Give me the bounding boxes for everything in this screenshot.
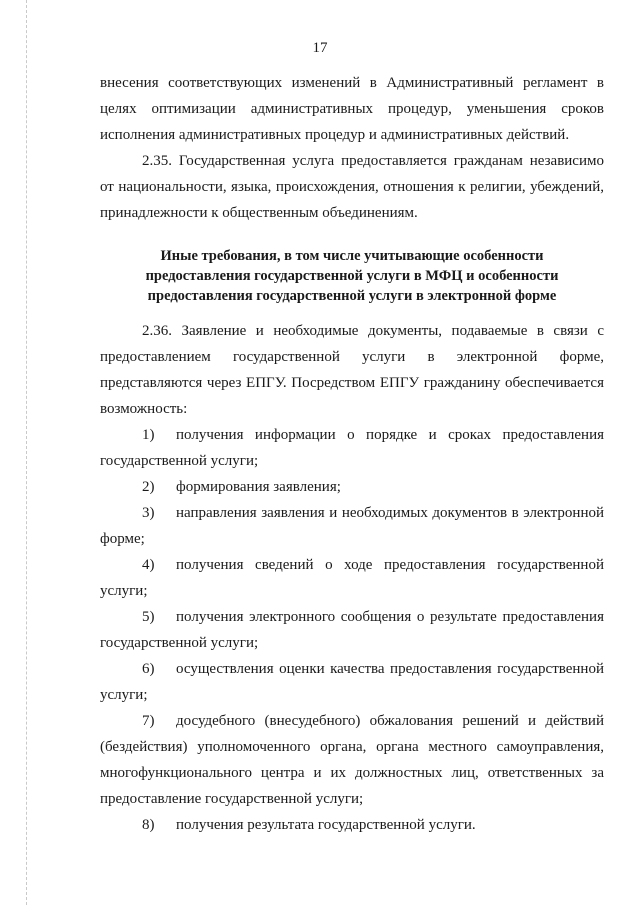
list-item-number: 3) — [142, 505, 155, 521]
paragraph-2-35: 2.35. Государственная услуга предоставляется гражданам независимо от национальности, языка, происхождения, отношения к религии, убеждений, принадлежности к общественным объединениям. — [100, 153, 604, 221]
list-item-number: 5) — [142, 609, 155, 625]
list-item-text: получения электронного сообщения о результате предоставления государственной услуги; — [100, 609, 604, 651]
list-item-4 — [100, 552, 604, 604]
list-item-number: 1) — [142, 427, 155, 443]
list-item-text: получения информации о порядке и сроках предоставления государственной услуги; — [100, 427, 604, 469]
list-item-number: 6) — [142, 661, 155, 677]
list-item-8 — [100, 812, 604, 838]
list-item-text: осуществления оценки качества предоставления государственной услуги; — [100, 661, 604, 703]
list-item-number: 8) — [142, 817, 155, 833]
binding-edge-line — [26, 0, 27, 905]
list-item-text: направления заявления и необходимых документов в электронной форме; — [100, 505, 604, 547]
heading-line-1: Иные требования, в том числе учитывающие особенности — [160, 248, 544, 264]
list-item-6 — [100, 656, 604, 708]
section-heading — [100, 246, 604, 306]
list-item-number: 2) — [142, 479, 155, 495]
list-item-number: 4) — [142, 557, 155, 573]
paragraph-continuation: внесения соответствующих изменений в Административный регламент в целях оптимизации административных процедур, уменьшения сроков исполнения административных процедур и административных действий. — [100, 75, 604, 143]
list-item-3 — [100, 500, 604, 552]
page-number: 17 — [312, 40, 328, 56]
paragraph-2-36: 2.36. Заявление и необходимые документы, подаваемые в связи с предоставлением государственной услуги в электронной форме, представляются через ЕПГУ. Посредством ЕПГУ гражданину обеспечивается возможность: — [100, 323, 604, 417]
list-item-text: формирования заявления; — [176, 479, 341, 495]
list-item-text: получения сведений о ходе предоставления государственной услуги; — [100, 557, 604, 599]
list-item-5 — [100, 604, 604, 656]
list-item-7 — [100, 708, 604, 812]
list-item-2 — [100, 474, 604, 500]
heading-line-2: предоставления государственной услуги в МФЦ и особенности — [145, 268, 559, 284]
heading-line-3: предоставления государственной услуги в электронной форме — [147, 288, 557, 304]
list-item-number: 7) — [142, 713, 155, 729]
list-item-text: получения результата государственной услуги. — [176, 817, 476, 833]
list-item-text: досудебного (внесудебного) обжалования решений и действий (бездействия) уполномоченного органа, органа местного самоуправления, многофункционального центра и их должностных лиц, ответственных за предоставление государственной услуги; — [100, 713, 604, 807]
document-body — [100, 70, 604, 838]
list-item-1 — [100, 422, 604, 474]
